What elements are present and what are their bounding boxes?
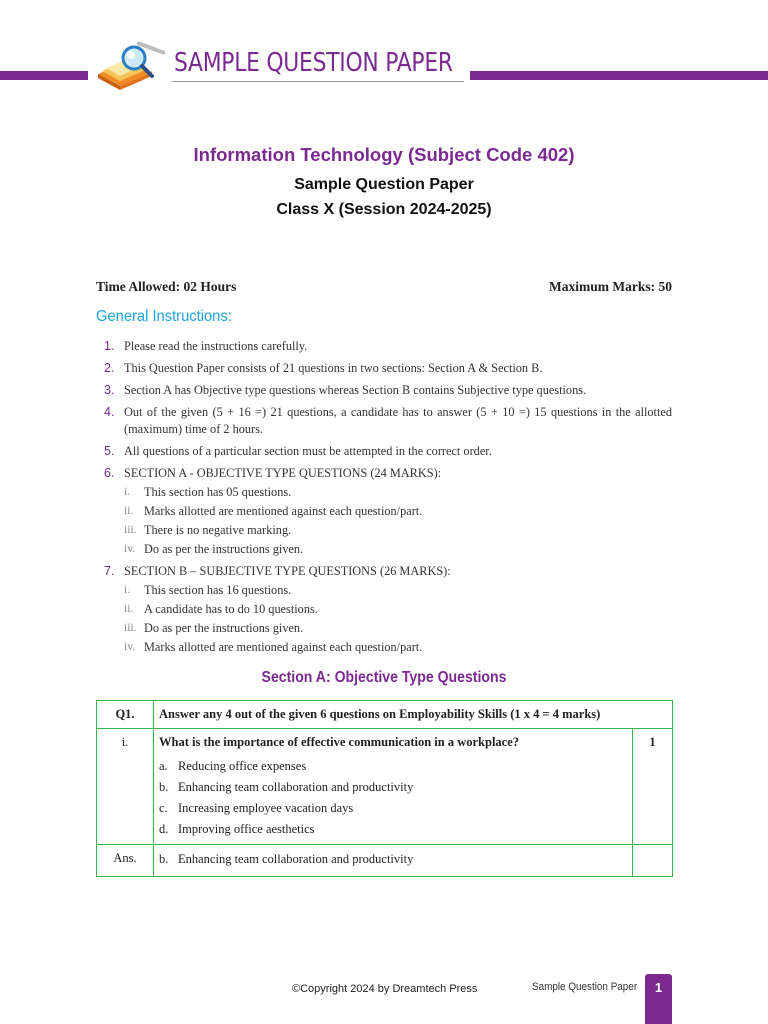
sub-instruction-text: There is no negative marking.	[144, 523, 292, 537]
instruction-number: 7.	[104, 564, 115, 578]
maximum-marks: Maximum Marks: 50	[549, 279, 672, 294]
option-letter: d.	[159, 822, 169, 836]
sub-instruction-number: ii.	[124, 603, 134, 615]
class-session-title: Class X (Session 2024-2025)	[276, 201, 492, 218]
q1-label: Q1.	[97, 701, 154, 729]
table-row	[97, 701, 673, 729]
table-row	[97, 729, 673, 845]
option-letter: a.	[159, 759, 168, 773]
time-allowed: Time Allowed: 02 Hours	[96, 279, 237, 294]
instruction-number: 5.	[104, 444, 115, 458]
sub-instruction	[124, 541, 672, 558]
instruction-number: 3.	[104, 383, 115, 397]
sub-instruction-text: Do as per the instructions given.	[144, 621, 304, 635]
option-letter: c.	[159, 801, 168, 815]
option-text: Improving office aesthetics	[178, 822, 315, 836]
option-text: Enhancing team collaboration and productivity	[178, 780, 414, 794]
footer-copyright: ©Copyright 2024 by Dreamtech Press	[292, 983, 478, 995]
question-cell	[154, 729, 633, 845]
instruction-item	[104, 338, 672, 355]
answer-cell	[154, 845, 633, 877]
sub-instruction	[124, 620, 672, 637]
instruction-text: SECTION A - OBJECTIVE TYPE QUESTIONS (24 MARKS):	[124, 466, 442, 480]
sub-instruction-text: A candidate has to do 10 questions.	[144, 602, 318, 616]
instruction-number: 1.	[104, 339, 115, 353]
instruction-text: All questions of a particular section must be attempted in the correct order.	[124, 444, 492, 458]
answer-option	[159, 851, 627, 867]
header-underline	[172, 81, 464, 82]
page-number: 1	[645, 974, 672, 1024]
answer-text: Enhancing team collaboration and productivity	[178, 852, 414, 866]
sub-instruction-number: ii.	[124, 505, 134, 517]
instruction-number: 4.	[104, 405, 115, 419]
sub-instruction-text: This section has 05 questions.	[144, 485, 292, 499]
instruction-item	[104, 382, 672, 399]
answer-label: Ans.	[97, 845, 154, 877]
sub-instruction-number: i.	[124, 584, 131, 596]
sub-instruction-number: iii.	[124, 622, 137, 634]
option-b	[159, 777, 627, 798]
instruction-block	[124, 465, 672, 558]
part-label: i.	[97, 729, 154, 845]
general-instructions-heading: General Instructions:	[96, 308, 232, 325]
instruction-text: Section A has Objective type questions whereas Section B contains Subjective type questions.	[124, 383, 587, 397]
instruction-text: Out of the given (5 + 16 =) 21 questions, a candidate has to answer (5 + 10 =) 15 questions in the allotted (maximum) time of 2 hours.	[124, 405, 672, 436]
section-a-heading: Section A: Objective Type Questions	[261, 669, 507, 686]
option-c	[159, 798, 627, 819]
instruction-block	[124, 563, 672, 656]
instruction-text: SECTION B – SUBJECTIVE TYPE QUESTIONS (26 MARKS):	[124, 564, 451, 578]
sub-instruction-text: Marks allotted are mentioned against each question/part.	[144, 640, 423, 654]
sub-instruction	[124, 601, 672, 618]
instruction-item	[104, 360, 672, 377]
header-banner-title: SAMPLE QUESTION PAPER	[174, 48, 453, 78]
instruction-item	[104, 404, 672, 438]
question-text: What is the importance of effective communication in a workplace?	[159, 735, 520, 749]
header-accent-bar-left	[0, 71, 88, 80]
sub-instruction	[124, 484, 672, 501]
option-d	[159, 819, 627, 840]
instruction-item	[104, 443, 672, 460]
instruction-number: 6.	[104, 466, 115, 480]
sub-instruction	[124, 582, 672, 599]
sub-instruction-text: Do as per the instructions given.	[144, 542, 304, 556]
instruction-item	[104, 563, 672, 656]
table-row	[97, 845, 673, 877]
header-accent-bar-right	[470, 71, 768, 80]
sub-instruction	[124, 639, 672, 656]
sub-instruction	[124, 522, 672, 539]
instruction-text: This Question Paper consists of 21 questions in two sections: Section A & Section B.	[124, 361, 543, 375]
instruction-number: 2.	[104, 361, 115, 375]
sub-instruction-number: iv.	[124, 543, 136, 555]
paper-title: Sample Question Paper	[294, 176, 474, 193]
sub-instruction-text: Marks allotted are mentioned against each question/part.	[144, 504, 423, 518]
sub-instruction-number: iii.	[124, 524, 137, 536]
sub-instruction-number: iv.	[124, 641, 136, 653]
subject-title: Information Technology (Subject Code 402)	[193, 144, 575, 165]
sub-instruction-text: This section has 16 questions.	[144, 583, 292, 597]
instruction-item	[104, 465, 672, 558]
marks-cell: 1	[633, 729, 673, 845]
footer-running-title: Sample Question Paper	[532, 981, 638, 993]
answer-letter: b.	[159, 852, 169, 866]
sub-instruction-number: i.	[124, 486, 131, 498]
q1-instruction: Answer any 4 out of the given 6 questions on Employability Skills (1 x 4 = 4 marks)	[154, 701, 673, 729]
option-text: Reducing office expenses	[178, 759, 307, 773]
option-letter: b.	[159, 780, 169, 794]
option-text: Increasing employee vacation days	[178, 801, 354, 815]
sub-instruction	[124, 503, 672, 520]
answer-marks-cell	[633, 845, 673, 877]
question-table	[96, 700, 673, 877]
instruction-text: Please read the instructions carefully.	[124, 339, 308, 353]
book-magnifier-icon	[94, 40, 170, 90]
instructions-list	[104, 338, 672, 661]
option-a	[159, 756, 627, 777]
